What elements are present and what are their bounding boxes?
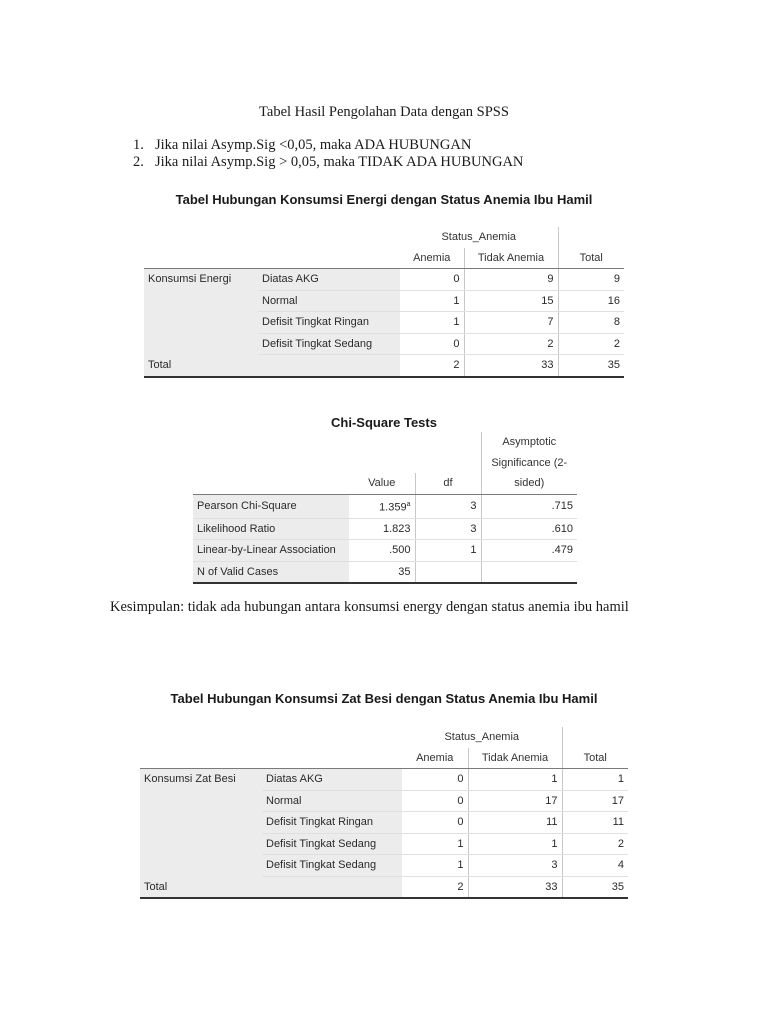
table-row: Linear-by-Linear Association .500 1 .479 (193, 540, 577, 562)
row-label: Normal (262, 790, 402, 812)
col-header: Tidak Anemia (468, 748, 562, 769)
col-header: Significance (2- (481, 453, 577, 474)
table-row: Defisit Tingkat Ringan 0 11 11 (140, 812, 628, 834)
row-label: Defisit Tingkat Ringan (258, 312, 400, 334)
footnote-marker: a (406, 500, 411, 508)
decision-rules-list (133, 137, 523, 171)
row-label: Defisit Tingkat Sedang (262, 833, 402, 855)
row-label: Defisit Tingkat Sedang (258, 333, 400, 355)
table-row: Defisit Tingkat Ringan 1 7 8 (144, 312, 624, 334)
table-row: Defisit Tingkat Sedang 1 3 4 (140, 855, 628, 877)
chi-square-title: Chi-Square Tests (331, 415, 437, 430)
group-header: Status_Anemia (441, 231, 517, 243)
col-header: Tidak Anemia (464, 248, 558, 269)
col-header: Total (558, 248, 624, 269)
col-header: df (415, 473, 481, 494)
crosstab-iron-table (140, 727, 628, 899)
table-row-total: Total 2 33 35 (140, 876, 628, 898)
col-header: Asymptotic (481, 432, 577, 453)
table-row: Normal 1 15 16 (144, 290, 624, 312)
col-header: Anemia (400, 248, 464, 269)
table-row: Defisit Tingkat Sedang 1 1 2 (140, 833, 628, 855)
document-title: Tabel Hasil Pengolahan Data dengan SPSS (259, 104, 509, 120)
table-row-total: Total 2 33 35 (144, 355, 624, 377)
col-header: sided) (481, 473, 577, 494)
row-label: Pearson Chi-Square (193, 494, 349, 518)
table-row: Konsumsi Zat Besi Diatas AKG 0 1 1 (140, 769, 628, 791)
conclusion-text: Kesimpulan: tidak ada hubungan antara konsumsi energy dengan status anemia ibu hamil (110, 599, 629, 615)
row-label: Defisit Tingkat Ringan (262, 812, 402, 834)
crosstab-energy-table (144, 227, 624, 378)
row-group-label: Konsumsi Energi (144, 269, 258, 355)
table-row: Konsumsi Energi Diatas AKG 0 9 9 (144, 269, 624, 291)
table-row: Likelihood Ratio 1.823 3 .610 (193, 518, 577, 540)
table1-title: Tabel Hubungan Konsumsi Energi dengan Status Anemia Ibu Hamil (175, 192, 593, 207)
table-row: Defisit Tingkat Sedang 0 2 2 (144, 333, 624, 355)
col-header: Anemia (402, 748, 468, 769)
list-item: 1. Jika nilai Asymp.Sig <0,05, maka ADA HUBUNGAN (133, 137, 472, 153)
row-label: N of Valid Cases (193, 561, 349, 583)
list-item: 2. Jika nilai Asymp.Sig > 0,05, maka TIDAK ADA HUBUNGAN (133, 154, 524, 170)
row-label: Likelihood Ratio (193, 518, 349, 540)
row-label: Normal (258, 290, 400, 312)
table2-title: Tabel Hubungan Konsumsi Zat Besi dengan Status Anemia Ibu Hamil (170, 691, 598, 706)
chi-square-table (193, 432, 577, 584)
row-label: Total (144, 355, 400, 377)
group-header: Status_Anemia (444, 731, 520, 743)
table-row: Pearson Chi-Square 1.359$^a$ 3 .715 (193, 494, 577, 518)
row-label: Total (140, 876, 402, 898)
row-label: Diatas AKG (258, 269, 400, 291)
row-group-label: Konsumsi Zat Besi (140, 769, 262, 877)
table-row: Normal 0 17 17 (140, 790, 628, 812)
col-header: Value (349, 473, 415, 494)
row-label: Linear-by-Linear Association (193, 540, 349, 562)
table-row: N of Valid Cases 35 (193, 561, 577, 583)
row-label: Defisit Tingkat Sedang (262, 855, 402, 877)
row-label: Diatas AKG (262, 769, 402, 791)
col-header: Total (562, 748, 628, 769)
